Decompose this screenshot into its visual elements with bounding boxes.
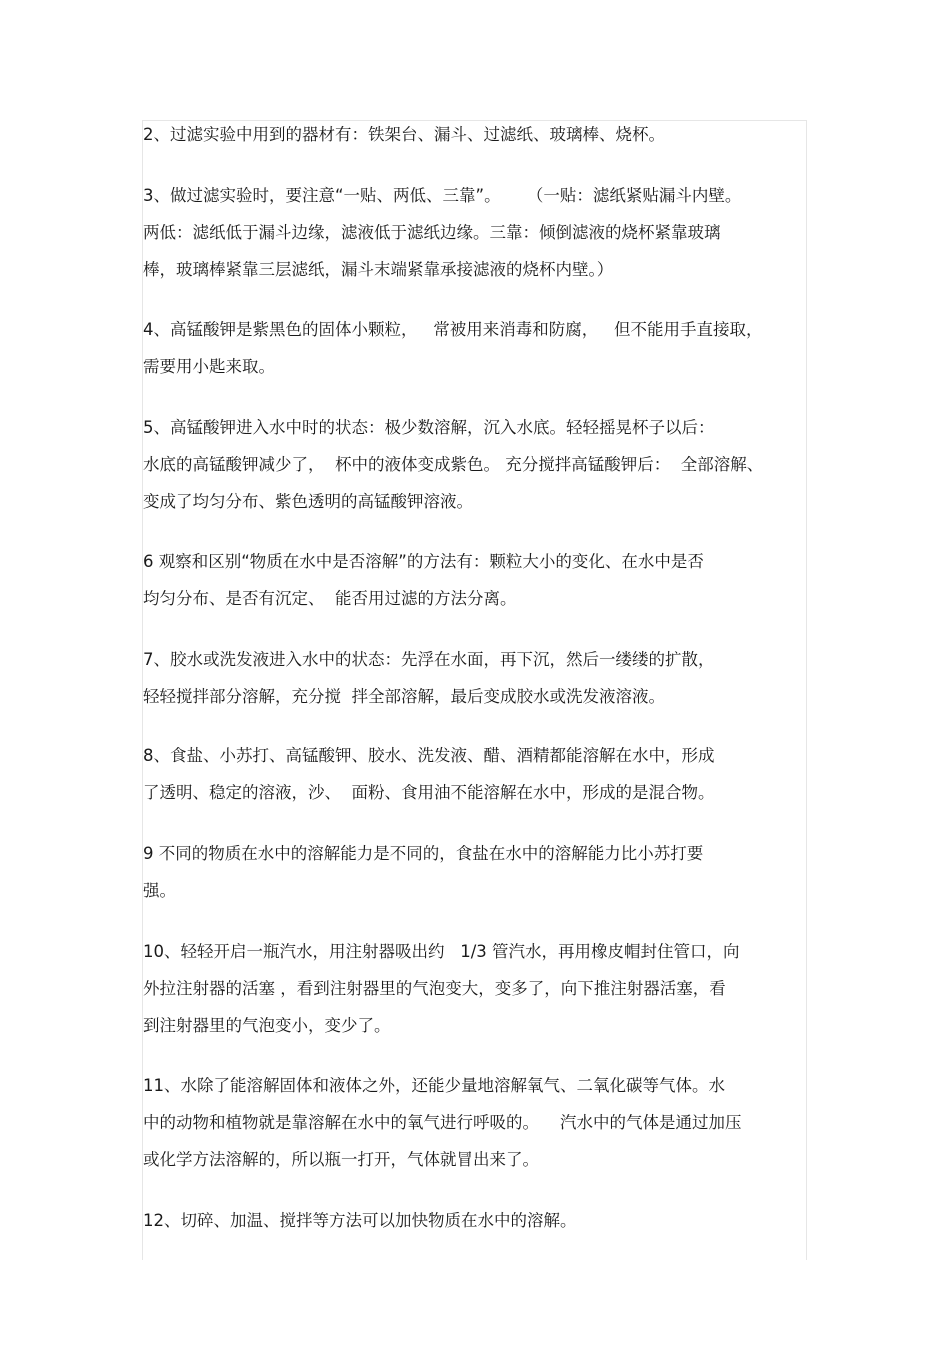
note-line: 轻轻搅拌部分溶解，充分搅 拌全部溶解，最后变成胶水或洗发液溶液。: [143, 687, 665, 706]
note-item-3: [143, 177, 741, 288]
note-item-7: [143, 641, 715, 715]
note-line: 5、高锰酸钾进入水中时的状态：极少数溶解，沉入水底。轻轻摇晃杯子以后：: [143, 418, 715, 437]
note-line: 了透明、稳定的溶液，沙、 面粉、食用油不能溶解在水中，形成的是混合物。: [143, 783, 715, 802]
note-item-5: [143, 409, 763, 520]
note-item-10: [143, 933, 740, 1044]
note-line: 两低：滤纸低于漏斗边缘，滤液低于滤纸边缘。三靠：倾倒滤液的烧杯紧靠玻璃: [143, 223, 721, 242]
note-line: 变成了均匀分布、紫色透明的高锰酸钾溶液。: [143, 492, 473, 511]
note-line: 4、高锰酸钾是紫黑色的固体小颗粒， 常被用来消毒和防腐， 但不能用手直接取，: [143, 320, 763, 339]
note-line: 9 不同的物质在水中的溶解能力是不同的，食盐在水中的溶解能力比小苏打要: [143, 844, 704, 863]
note-line: 6 观察和区别“物质在水中是否溶解”的方法有：颗粒大小的变化、在水中是否: [143, 552, 704, 571]
note-line: 到注射器里的气泡变小，变少了。: [143, 1016, 391, 1035]
note-line: 棒，玻璃棒紧靠三层滤纸，漏斗末端紧靠承接滤液的烧杯内壁。）: [143, 260, 614, 279]
note-item-12: [143, 1202, 577, 1239]
note-item-6: [143, 543, 704, 617]
note-line: 12、切碎、加温、搅拌等方法可以加快物质在水中的溶解。: [143, 1211, 577, 1230]
note-line: 2、过滤实验中用到的器材有：铁架台、漏斗、过滤纸、玻璃棒、烧杯。: [143, 125, 665, 144]
note-item-8: [143, 737, 715, 811]
note-item-2: [143, 116, 665, 153]
note-item-11: [143, 1067, 741, 1178]
note-line: 外拉注射器的活塞 ，看到注射器里的气泡变大，变多了，向下推注射器活塞，看: [143, 979, 726, 998]
note-line: 需要用小匙来取。: [143, 357, 275, 376]
note-line: 11、水除了能溶解固体和液体之外，还能少量地溶解氧气、二氧化碳等气体。水: [143, 1076, 725, 1095]
note-item-4: [143, 311, 762, 385]
note-line: 中的动物和植物就是靠溶解在水中的氧气进行呼吸的。 汽水中的气体是通过加压: [143, 1113, 742, 1132]
note-item-9: [143, 835, 703, 909]
note-line: 8、食盐、小苏打、高锰酸钾、胶水、洗发液、醋、酒精都能溶解在水中，形成: [143, 746, 715, 765]
note-line: 均匀分布、是否有沉定、 能否用过滤的方法分离。: [143, 589, 517, 608]
note-line: 10、轻轻开启一瓶汽水，用注射器吸出约 1/3 管汽水，再用橡皮帽封住管口，向: [143, 942, 740, 961]
note-line: 7、胶水或洗发液进入水中的状态：先浮在水面，再下沉，然后一缕缕的扩散，: [143, 650, 715, 669]
note-line: 或化学方法溶解的，所以瓶一打开，气体就冒出来了。: [143, 1150, 539, 1169]
note-line: 水底的高锰酸钾减少了， 杯中的液体变成紫色。 充分搅拌高锰酸钾后： 全部溶解、: [143, 455, 764, 474]
note-line: 强。: [143, 881, 176, 900]
note-line: 3、做过滤实验时，要注意“一贴、两低、三靠”。 （一贴：滤纸紧贴漏斗内壁。: [143, 186, 742, 205]
